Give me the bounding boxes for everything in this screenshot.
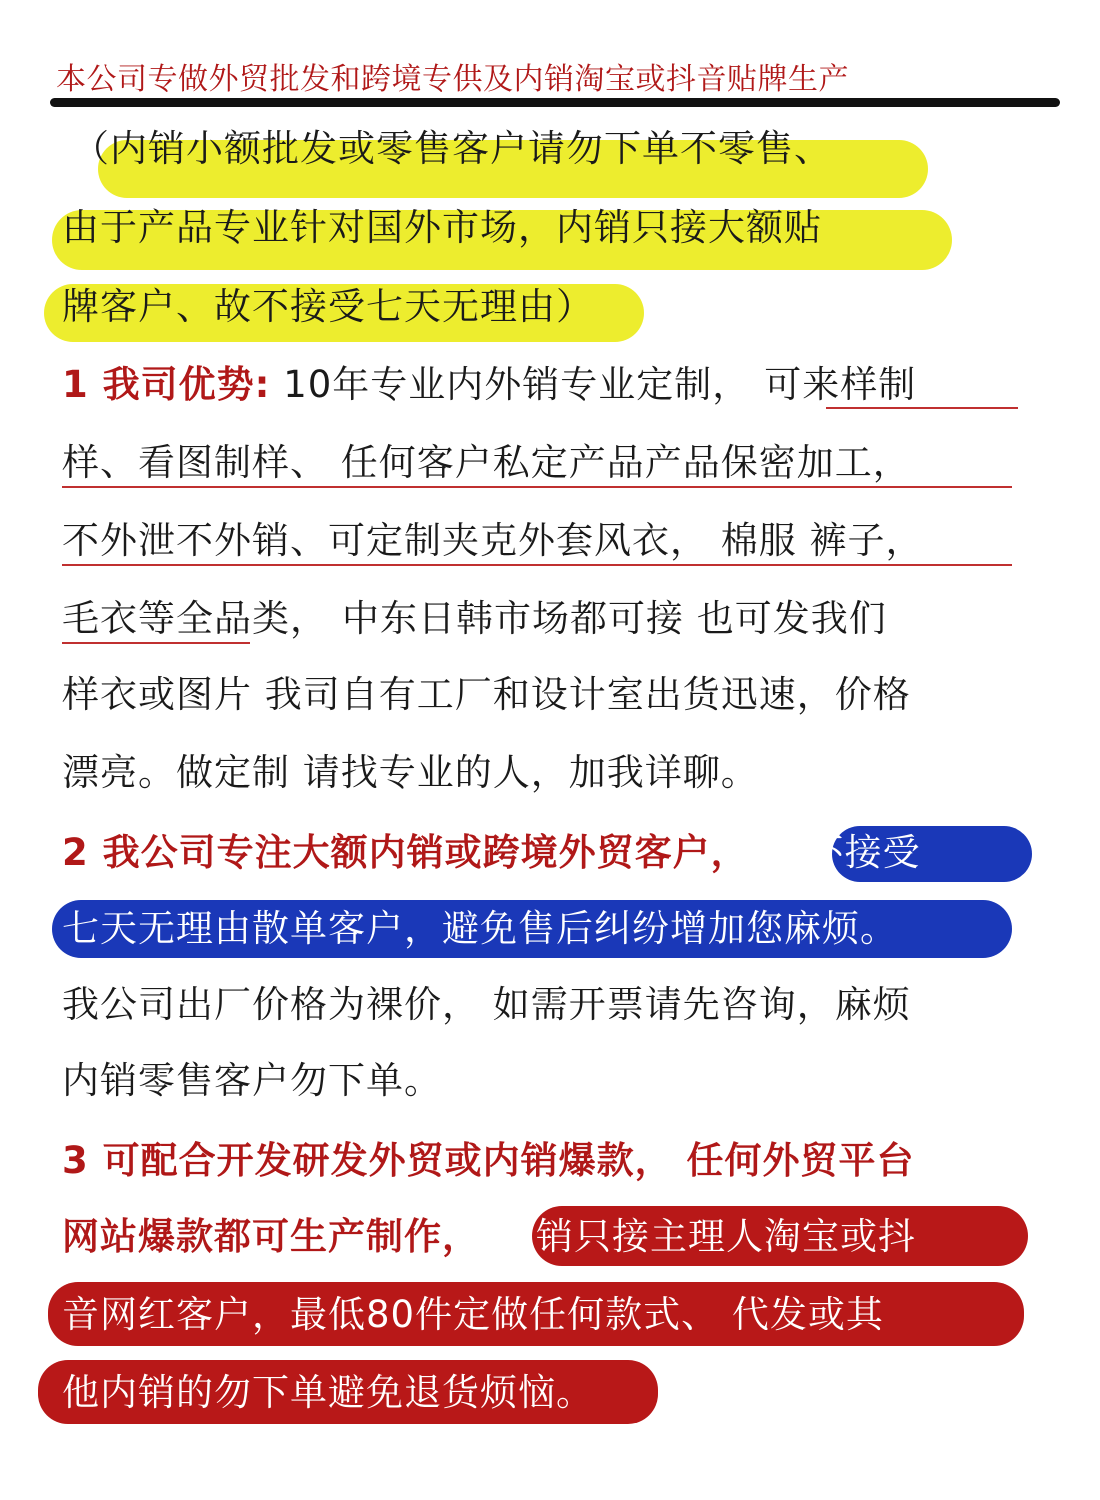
section3-line2-red: 网站爆款都可生产制作， xyxy=(62,1215,480,1258)
section1-heading: 1 我司优势: xyxy=(62,363,271,406)
section2-line-2: 七天无理由散单客户，避免售后纠纷增加您麻烦。 xyxy=(62,907,898,950)
section2-line-1 xyxy=(62,828,921,878)
section2-line-4: 内销零售客户勿下单。 xyxy=(62,1059,442,1102)
section1-underline-3 xyxy=(62,564,1012,566)
notice-line-2: 由于产品专业针对国外市场，内销只接大额贴 xyxy=(62,206,822,249)
title-divider xyxy=(50,98,1060,107)
section1-line1-rest: 10年专业内外销专业定制， xyxy=(270,363,751,406)
section1-underline-4 xyxy=(62,642,250,644)
section1-line-1 xyxy=(62,360,916,410)
section1-line4-a: 毛衣等全品类， xyxy=(62,597,328,640)
section1-line-3: 不外泄不外销、可定制夹克外套风衣， 棉服 裤子， xyxy=(62,519,924,562)
section1-underline-2 xyxy=(62,486,1012,488)
section1-line-5: 样衣或图片 我司自有工厂和设计室出货迅速，价格 xyxy=(62,673,911,716)
section3-line-2 xyxy=(62,1212,916,1262)
section1-line-6: 漂亮。做定制 请找专业的人，加我详聊。 xyxy=(62,751,759,794)
section1-line1-tail: 可来样制 xyxy=(764,363,917,406)
section3-line2-highlight: 内销只接主理人淘宝或抖 xyxy=(498,1215,916,1258)
section2-highlight-text-1: 故不接受 xyxy=(768,831,921,874)
section3-line-1: 3 可配合开发研发外贸或内销爆款， 任何外贸平台 xyxy=(62,1139,915,1182)
section2-line-3: 我公司出厂价格为裸价， 如需开票请先咨询，麻烦 xyxy=(62,983,911,1026)
section1-line4-b: 中东日韩市场都可接 也可发我们 xyxy=(342,597,887,640)
section2-heading: 2 我公司专注大额内销或跨境外贸客户， xyxy=(62,831,749,874)
notice-line-3: 牌客户、故不接受七天无理由） xyxy=(62,285,594,328)
section3-line-4: 他内销的勿下单避免退货烦恼。 xyxy=(62,1371,594,1414)
section1-line-4 xyxy=(62,594,887,644)
notice-line-1: （内销小额批发或零售客户请勿下单不零售、 xyxy=(72,127,832,170)
section1-line-2: 样、看图制样、 任何客户私定产品产品保密加工， xyxy=(62,441,911,484)
section3-line-3: 音网红客户，最低80件定做任何款式、 代发或其 xyxy=(62,1293,884,1336)
section1-underline-1 xyxy=(826,407,1018,409)
page-title: 本公司专做外贸批发和跨境专供及内销淘宝或抖音贴牌生产 xyxy=(56,62,849,97)
